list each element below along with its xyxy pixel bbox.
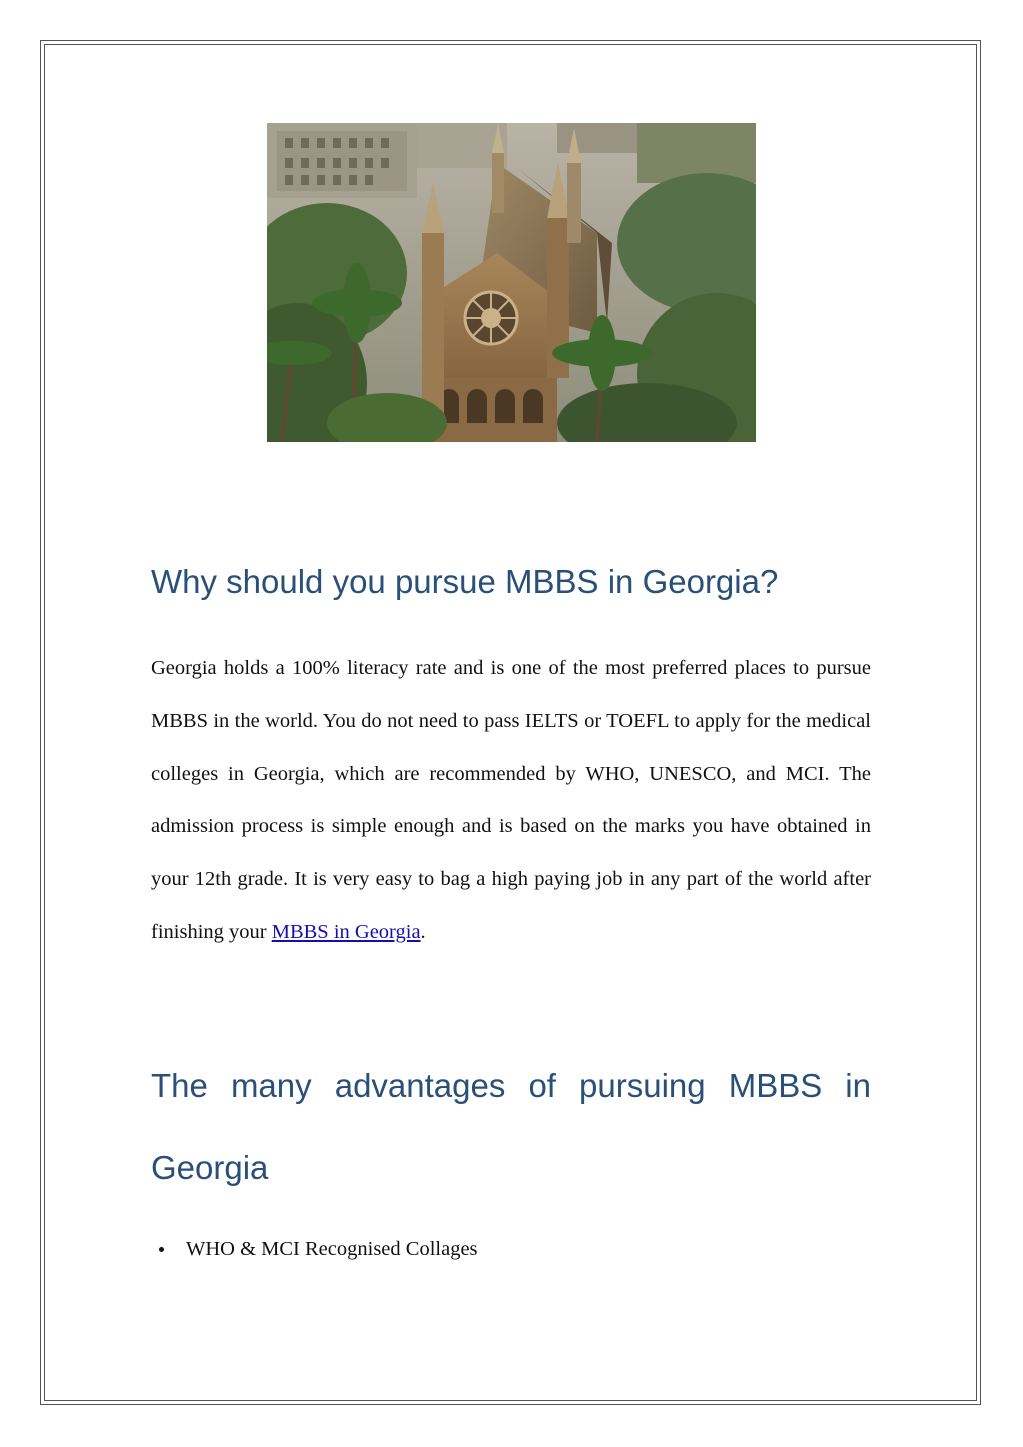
hero-image bbox=[267, 123, 756, 442]
paragraph-text-end: . bbox=[420, 920, 426, 943]
mbbs-in-georgia-link[interactable]: MBBS in Georgia bbox=[271, 920, 421, 943]
hero-illustration bbox=[267, 123, 756, 442]
section-paragraph bbox=[151, 642, 871, 959]
advantages-list bbox=[151, 1233, 871, 1265]
section-heading-why-georgia: Why should you pursue MBBS in Georgia? bbox=[151, 563, 779, 600]
section-heading-advantages: The many advantages of pursuing MBBS in Georgia bbox=[151, 1067, 871, 1186]
paragraph-text: Georgia holds a 100% literacy rate and is one of the most preferred places to pursue MBBS in the world. You do not need to pass IELTS or TOEFL to apply for the medical colleges in Georgia, which are recommended by WHO, UNESCO, and MCI. The admission process is simple enough and is based on the marks you have obtained in your 12th grade. It is very easy to bag a high paying job in any part of the world after finishing your bbox=[151, 657, 871, 943]
list-item bbox=[151, 1233, 871, 1265]
list-item-text: WHO & MCI Recognised Collages bbox=[186, 1238, 478, 1260]
bullet-icon bbox=[159, 1247, 164, 1252]
